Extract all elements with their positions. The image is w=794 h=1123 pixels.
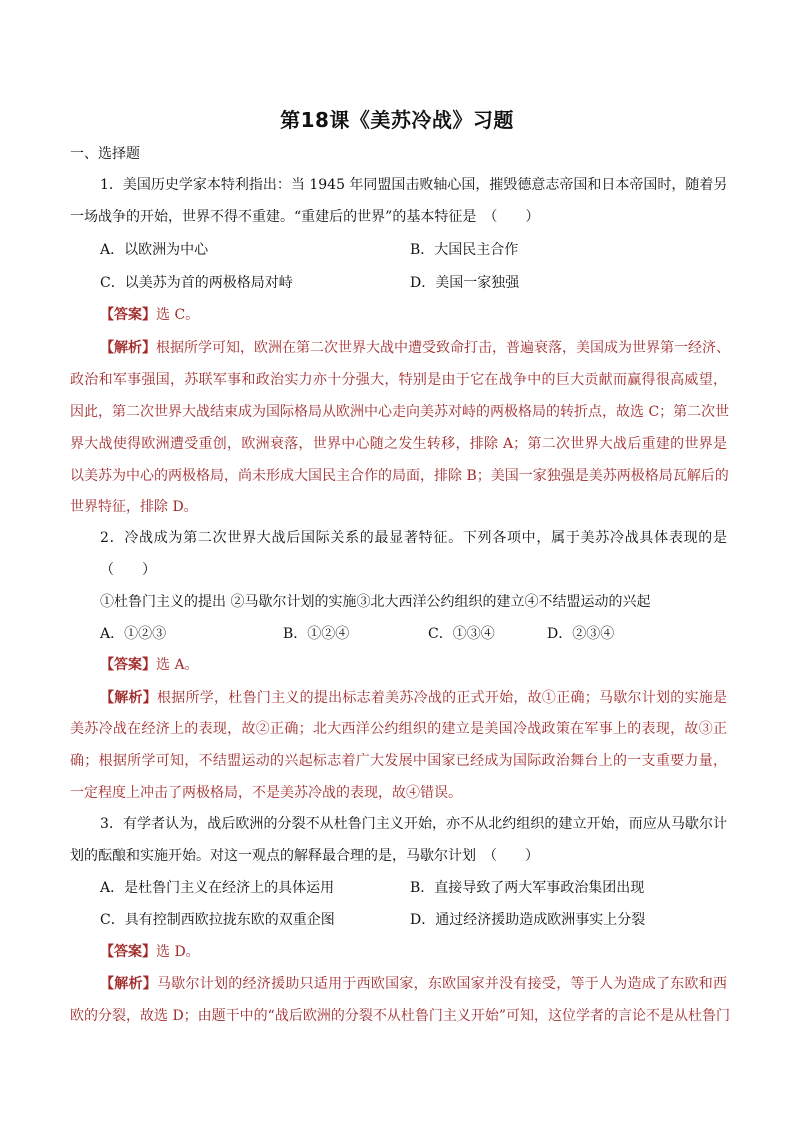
- question-2-analysis-line-4: 一定程度上冲击了两极格局，不是美苏冷战的表现，故④错误。: [70, 785, 462, 801]
- question-2-stem-line-2: （ ）: [100, 562, 156, 578]
- page-title: 第18课《美苏冷战》习题: [280, 108, 514, 132]
- analysis-tag: 【解析】: [100, 340, 156, 356]
- question-2-analysis-line-3: 确；根据所学可知，不结盟运动的兴起标志着广大发展中国家已经成为国际政治舞台上的一支重要力量，: [70, 753, 727, 769]
- question-3-analysis-line-1: [100, 974, 727, 994]
- question-1-option-a: A．以欧洲为中心: [100, 242, 209, 258]
- question-1-answer: [100, 305, 199, 325]
- question-2-statements: ①杜鲁门主义的提出 ②马歇尔计划的实施③北大西洋公约组织的建立④不结盟运动的兴起: [100, 594, 651, 610]
- question-3-option-c: C．具有控制西欧拉拢东欧的双重企图: [100, 912, 335, 928]
- question-2-option-a: A．①②③: [100, 626, 167, 642]
- question-2-stem-line-1: 2．冷战成为第二次世界大战后国际关系的最显著特征。下列各项中，属于美苏冷战具体表现的是: [100, 530, 727, 546]
- question-1-stem-line-2: 一场战争的开始，世界不得不重建。“重建后的世界”的基本特征是 （ ）: [70, 209, 540, 225]
- section-heading: 一、选择题: [70, 146, 140, 162]
- question-3-option-b: B．直接导致了两大军事政治集团出现: [410, 880, 645, 896]
- question-3-option-a: A．是杜鲁门主义在经济上的具体运用: [100, 880, 335, 896]
- question-3-answer: [100, 942, 200, 962]
- question-1-option-d: D．美国一家独强: [410, 275, 520, 291]
- answer-tag: 【答案】: [100, 944, 156, 960]
- question-1-analysis-line-2: 政治和军事强国，苏联军事和政治实力亦十分强大，特别是由于它在战争中的巨大贡献而赢得很高威望，: [70, 372, 727, 388]
- analysis-tag: 【解析】: [100, 976, 158, 992]
- question-1-stem-line-1: 1．美国历史学家本特利指出：当 1945 年同盟国击败轴心国，摧毁德意志帝国和日本帝国时，随着另: [100, 177, 728, 193]
- answer-text: 选 D。: [156, 944, 200, 960]
- question-3-option-d: D．通过经济援助造成欧洲事实上分裂: [410, 912, 646, 928]
- answer-text: 选 A。: [156, 657, 199, 673]
- question-3-stem-line-1: 3．有学者认为，战后欧洲的分裂不从杜鲁门主义开始，亦不从北约组织的建立开始，而应从马歇尔计: [100, 816, 727, 832]
- question-1-analysis-line-6: 世界特征，排除 D。: [70, 499, 198, 515]
- question-2-analysis-line-1: [100, 688, 727, 708]
- question-1-analysis-line-5: 以美苏为中心的两极格局，尚未形成大国民主合作的局面，排除 B；美国一家独强是美苏两极格局瓦解后的: [70, 468, 729, 484]
- answer-text: 选 C。: [156, 307, 200, 323]
- question-3-stem-line-2: 划的酝酿和实施开始。对这一观点的解释最合理的是，马歇尔计划 （ ）: [70, 848, 539, 864]
- question-3-analysis-line-2: 欧的分裂，故选 D；由题干中的“战后欧洲的分裂不从杜鲁门主义开始”可知，这位学者的言论不是从杜鲁门: [70, 1008, 730, 1024]
- question-1-option-c: C．以美苏为首的两极格局对峙: [100, 275, 293, 291]
- question-1-analysis-line-1: [100, 338, 730, 358]
- analysis-text: 根据所学可知，欧洲在第二次世界大战中遭受致命打击，普遍衰落，美国成为世界第一经济、: [156, 340, 730, 356]
- analysis-text: 根据所学，杜鲁门主义的提出标志着美苏冷战的正式开始，故①正确；马歇尔计划的实施是: [157, 690, 728, 706]
- question-1-option-b: B．大国民主合作: [410, 242, 519, 258]
- answer-tag: 【答案】: [100, 307, 156, 323]
- question-2-option-c: C．①③④: [428, 626, 495, 642]
- analysis-text: 马歇尔计划的经济援助只适用于西欧国家，东欧国家并没有接受，等于人为造成了东欧和西: [157, 976, 728, 992]
- question-1-analysis-line-4: 界大战使得欧洲遭受重创，欧洲衰落，世界中心随之发生转移，排除 A；第二次世界大战后重建的世界是: [70, 436, 727, 452]
- question-2-option-b: B．①②④: [283, 626, 350, 642]
- analysis-tag: 【解析】: [100, 690, 158, 706]
- question-2-option-d: D．②③④: [547, 626, 615, 642]
- question-2-analysis-line-2: 美苏冷战在经济上的表现，故②正确；北大西洋公约组织的建立是美国冷战政策在军事上的表现，故③正: [70, 721, 727, 737]
- question-1-analysis-line-3: 因此，第二次世界大战结束成为国际格局从欧洲中心走向美苏对峙的两极格局的转折点，故选 C；第二次世: [70, 404, 730, 420]
- answer-tag: 【答案】: [100, 657, 156, 673]
- question-2-answer: [100, 655, 199, 675]
